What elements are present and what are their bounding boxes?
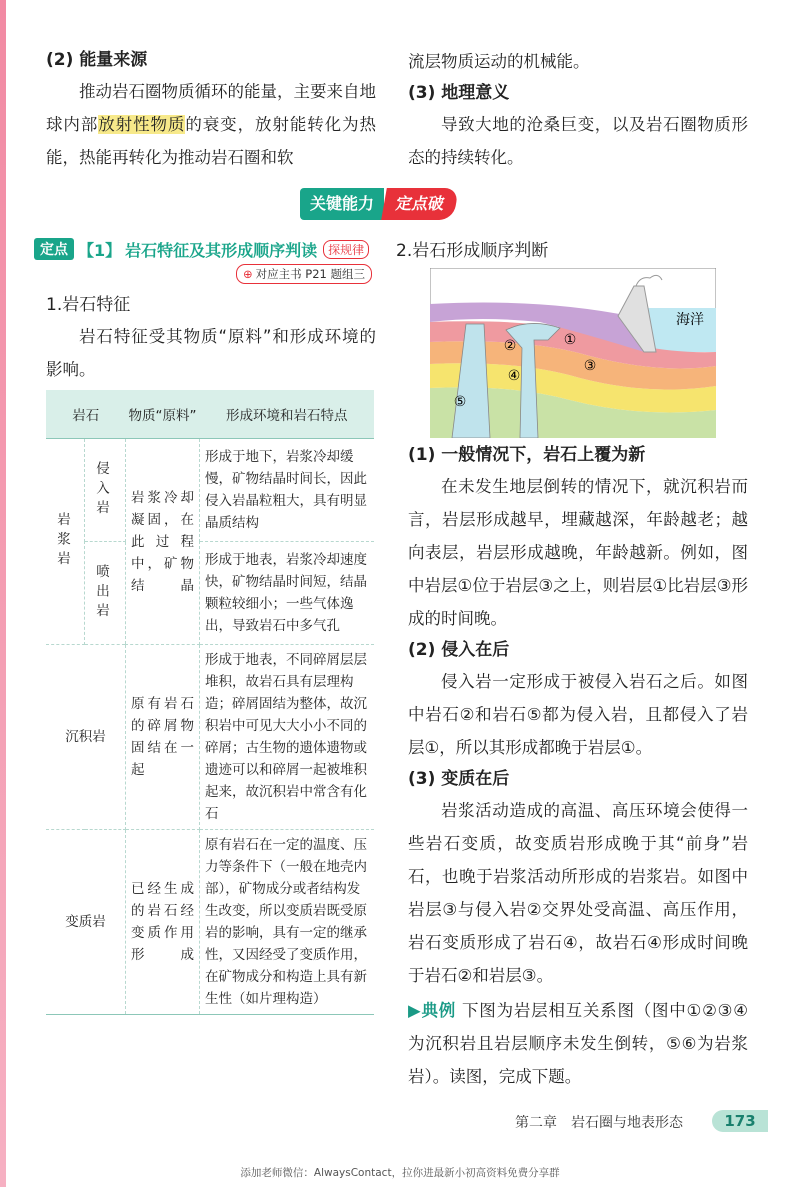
rock-features-table: [46, 390, 374, 1015]
cell-extrusive-desc: 形成于地表，岩浆冷却速度快，矿物结晶时间短，结晶颗粒较细小；一些气体逸出，导致岩石中多气孔: [200, 542, 375, 645]
section2-heading: 2.岩石形成顺序判断: [396, 241, 549, 261]
header-env: 形成环境和岩石特点: [200, 390, 375, 439]
energy-source-heading: (2) 能量来源: [46, 50, 148, 70]
section-rock-features: [46, 290, 376, 386]
marker-3: ③: [583, 358, 597, 374]
geo-meaning-paragraph: 导致大地的沧桑巨变，以及岩石圈物质形态的持续转化。: [408, 115, 748, 167]
sub3-paragraph: 岩浆活动造成的高温、高压环境会使得一些岩石变质，故变质岩形成晚于其“前身”岩石，也晚于岩浆活动所形成的岩浆岩。如图中岩层③与侵入岩②交界处受高温、高压作用，岩石变质形成了岩石④，故岩石④形成时间晚于岩石②和岩层③。: [408, 801, 748, 985]
point-number: 【1】: [78, 240, 122, 260]
point-header: [34, 236, 374, 262]
marker-1: ①: [563, 332, 577, 348]
magma-label: 岩浆岩: [54, 512, 70, 571]
cell-meta-label: 变质岩: [46, 830, 126, 1015]
section-order: [396, 236, 756, 266]
left-edge-bar: [0, 0, 6, 1187]
banner-part1: 关键能力: [300, 188, 384, 220]
cell-magma-material: 岩浆冷却凝固，在此过程中，矿物结晶: [126, 439, 200, 645]
watermark-text: 添加老师微信：AlwaysContact，拉你进最新小初高资料免费分享群: [240, 1167, 560, 1179]
example-label: ▶典例: [408, 1001, 457, 1020]
cell-meta-material: 已经生成的岩石经变质作用形成: [126, 830, 200, 1015]
cell-intrusive-desc: 形成于地下，岩浆冷却缓慢，矿物结晶时间长，因此侵入岩晶粒粗大，具有明显晶质结构: [200, 439, 375, 542]
sub2-paragraph: 侵入岩一定形成于被侵入岩石之后。如图中岩石②和岩石⑤都为侵入岩，且都侵入了岩层①，所以其形成都晚于岩层①。: [408, 672, 748, 757]
right-top-block: [408, 45, 748, 174]
section1-paragraph: 岩石特征受其物质“原料”和形成环境的影响。: [46, 327, 376, 379]
sub1-paragraph: 在未发生地层倒转的情况下，就沉积岩而言，岩层形成越早，埋藏越深，年龄越老；越向表层，岩层形成越晚，年龄越新。例如，图中岩层①位于岩层③之上，则岩层①比岩层③形成的时间晚。: [408, 477, 748, 628]
cell-intrusive-label: [85, 439, 126, 542]
example-label-text: 典例: [421, 1001, 457, 1020]
cell-sed-material: 原有岩石的碎屑物固结在一起: [126, 645, 200, 830]
sub1-heading: (1) 一般情况下，岩石上覆为新: [408, 445, 646, 465]
marker-2: ②: [503, 338, 517, 354]
reference-text: 对应主书 P21 题组三: [255, 267, 365, 281]
section2-body: [408, 440, 748, 1093]
reference-note: [236, 264, 372, 284]
section1-heading: 1.岩石特征: [46, 295, 131, 315]
continuation-text: 流层物质运动的机械能。: [408, 52, 590, 71]
example-text: 下图为岩层相互关系图（图中①②③④为沉积岩且岩层顺序未发生倒转，⑤⑥为岩浆岩）。读图，完成下题。: [408, 1001, 748, 1086]
sub3-heading: (3) 变质在后: [408, 769, 510, 789]
header-material: 物质“原料”: [126, 390, 200, 439]
sub2-heading: (2) 侵入在后: [408, 640, 510, 660]
cell-sed-desc: 形成于地表，不同碎屑层层堆积，故岩石具有层理构造；碎屑固结为整体，故沉积岩中可见大大小小不同的碎屑；古生物的遗体遗物或遗迹可以和碎屑一起被堆积起来，故沉积岩中常含有化石: [200, 645, 375, 830]
para-text: 推动岩石圈物质循环的能量，主要来自地球内部: [46, 82, 376, 134]
ocean-label: 海洋: [676, 312, 704, 328]
cell-extrusive-label: [85, 542, 126, 645]
example-paragraph: [408, 994, 748, 1093]
extrusive-label: 喷出岩: [93, 563, 109, 623]
left-top-block: [46, 45, 376, 174]
rock-layers-diagram: [430, 268, 716, 438]
point-badge: 探规律: [323, 240, 369, 259]
chapter-footer: 第二章 岩石圈与地表形态: [515, 1115, 683, 1131]
para-text: 的衰变，放射能转化为热能，热能再转化为推动岩石圈和软: [46, 115, 377, 167]
target-icon: ⊕: [242, 267, 253, 281]
cell-meta-desc: 原有岩石在一定的温度、压力等条件下（一般在地壳内部），矿物成分或者结构发生改变，所以变质岩既受原岩的影响，具有一定的继承性，又因经受了变质作用，在矿物成分和构造上具有新生性（如片理构造）: [200, 830, 375, 1015]
geo-meaning-heading: (3) 地理意义: [408, 83, 510, 103]
marker-5: ⑤: [453, 394, 467, 410]
intrusive-label: 侵入岩: [93, 460, 109, 520]
cell-sed-label: 沉积岩: [46, 645, 126, 830]
page-number: 173: [712, 1110, 768, 1132]
point-title: 岩石特征及其形成顺序判读: [125, 240, 318, 260]
header-rock: 岩石: [46, 390, 126, 439]
point-tag: 定点: [34, 238, 74, 260]
banner-part2: 定点破: [381, 188, 459, 220]
key-ability-banner: [300, 188, 456, 220]
highlight-radioactive: 放射性物质: [98, 115, 186, 134]
marker-4: ④: [507, 368, 521, 384]
energy-source-paragraph: [46, 75, 376, 174]
cell-magma-label: [46, 439, 85, 645]
